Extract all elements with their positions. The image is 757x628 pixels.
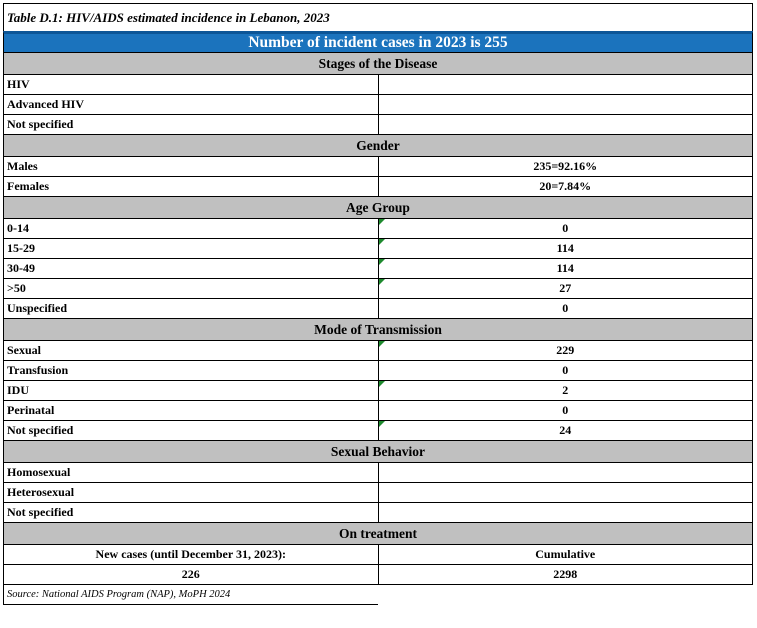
row-label: Sexual: [4, 341, 379, 361]
table-row: [4, 239, 753, 259]
table-row: [4, 503, 753, 523]
row-label: Transfusion: [4, 361, 379, 381]
row-value: 114: [378, 239, 753, 259]
section-header: [4, 53, 753, 75]
row-value: 229: [378, 341, 753, 361]
row-label: 15-29: [4, 239, 379, 259]
table-row: [4, 259, 753, 279]
new-cases-header: New cases (until December 31, 2023):: [4, 545, 379, 565]
section-header: [4, 197, 753, 219]
section-age-heading: Age Group: [4, 197, 753, 219]
source-blank: [378, 585, 753, 605]
table-title: Table D.1: HIV/AIDS estimated incidence in Lebanon, 2023: [3, 3, 753, 31]
row-label: Not specified: [4, 115, 379, 135]
section-stages-heading: Stages of the Disease: [4, 53, 753, 75]
cumulative-value: 2298: [378, 565, 753, 585]
table-row: [4, 279, 753, 299]
row-value: [378, 95, 753, 115]
incident-cases-banner: Number of incident cases in 2023 is 255: [3, 31, 753, 52]
source-note: Source: National AIDS Program (NAP), MoPH 2024: [4, 585, 379, 605]
row-value: 20=7.84%: [378, 177, 753, 197]
table-row: [4, 381, 753, 401]
table-row: [4, 341, 753, 361]
row-label: Perinatal: [4, 401, 379, 421]
table-row: [4, 299, 753, 319]
row-label: IDU: [4, 381, 379, 401]
row-value: [378, 503, 753, 523]
row-label: 30-49: [4, 259, 379, 279]
row-value: [378, 115, 753, 135]
row-value: 114: [378, 259, 753, 279]
row-value: 2: [378, 381, 753, 401]
source-row: [4, 585, 753, 605]
row-value: 235=92.16%: [378, 157, 753, 177]
table-row: [4, 115, 753, 135]
row-value: [378, 483, 753, 503]
table-row: [4, 219, 753, 239]
section-header: [4, 523, 753, 545]
table-row: [4, 95, 753, 115]
table-row: [4, 361, 753, 381]
section-gender-heading: Gender: [4, 135, 753, 157]
row-label: >50: [4, 279, 379, 299]
table-row: [4, 463, 753, 483]
row-label: HIV: [4, 75, 379, 95]
table-row: [4, 421, 753, 441]
row-label: Unspecified: [4, 299, 379, 319]
section-header: [4, 135, 753, 157]
table-row: [4, 401, 753, 421]
row-value: 24: [378, 421, 753, 441]
section-behavior-heading: Sexual Behavior: [4, 441, 753, 463]
row-label: Not specified: [4, 503, 379, 523]
row-label: Not specified: [4, 421, 379, 441]
incidence-table: [3, 3, 753, 605]
table-row: [4, 565, 753, 585]
table-row: [4, 177, 753, 197]
table-row: [4, 483, 753, 503]
row-label: Homosexual: [4, 463, 379, 483]
data-table: [3, 52, 753, 605]
row-label: Heterosexual: [4, 483, 379, 503]
row-label: Females: [4, 177, 379, 197]
section-header: [4, 319, 753, 341]
section-treatment-heading: On treatment: [4, 523, 753, 545]
section-header: [4, 441, 753, 463]
row-label: 0-14: [4, 219, 379, 239]
row-value: 27: [378, 279, 753, 299]
row-value: [378, 75, 753, 95]
row-value: 0: [378, 299, 753, 319]
row-value: 0: [378, 401, 753, 421]
cumulative-header: Cumulative: [378, 545, 753, 565]
row-value: [378, 463, 753, 483]
section-transmission-heading: Mode of Transmission: [4, 319, 753, 341]
table-row: [4, 75, 753, 95]
row-label: Males: [4, 157, 379, 177]
table-row: [4, 545, 753, 565]
row-value: 0: [378, 219, 753, 239]
row-value: 0: [378, 361, 753, 381]
row-label: Advanced HIV: [4, 95, 379, 115]
new-cases-value: 226: [4, 565, 379, 585]
table-row: [4, 157, 753, 177]
